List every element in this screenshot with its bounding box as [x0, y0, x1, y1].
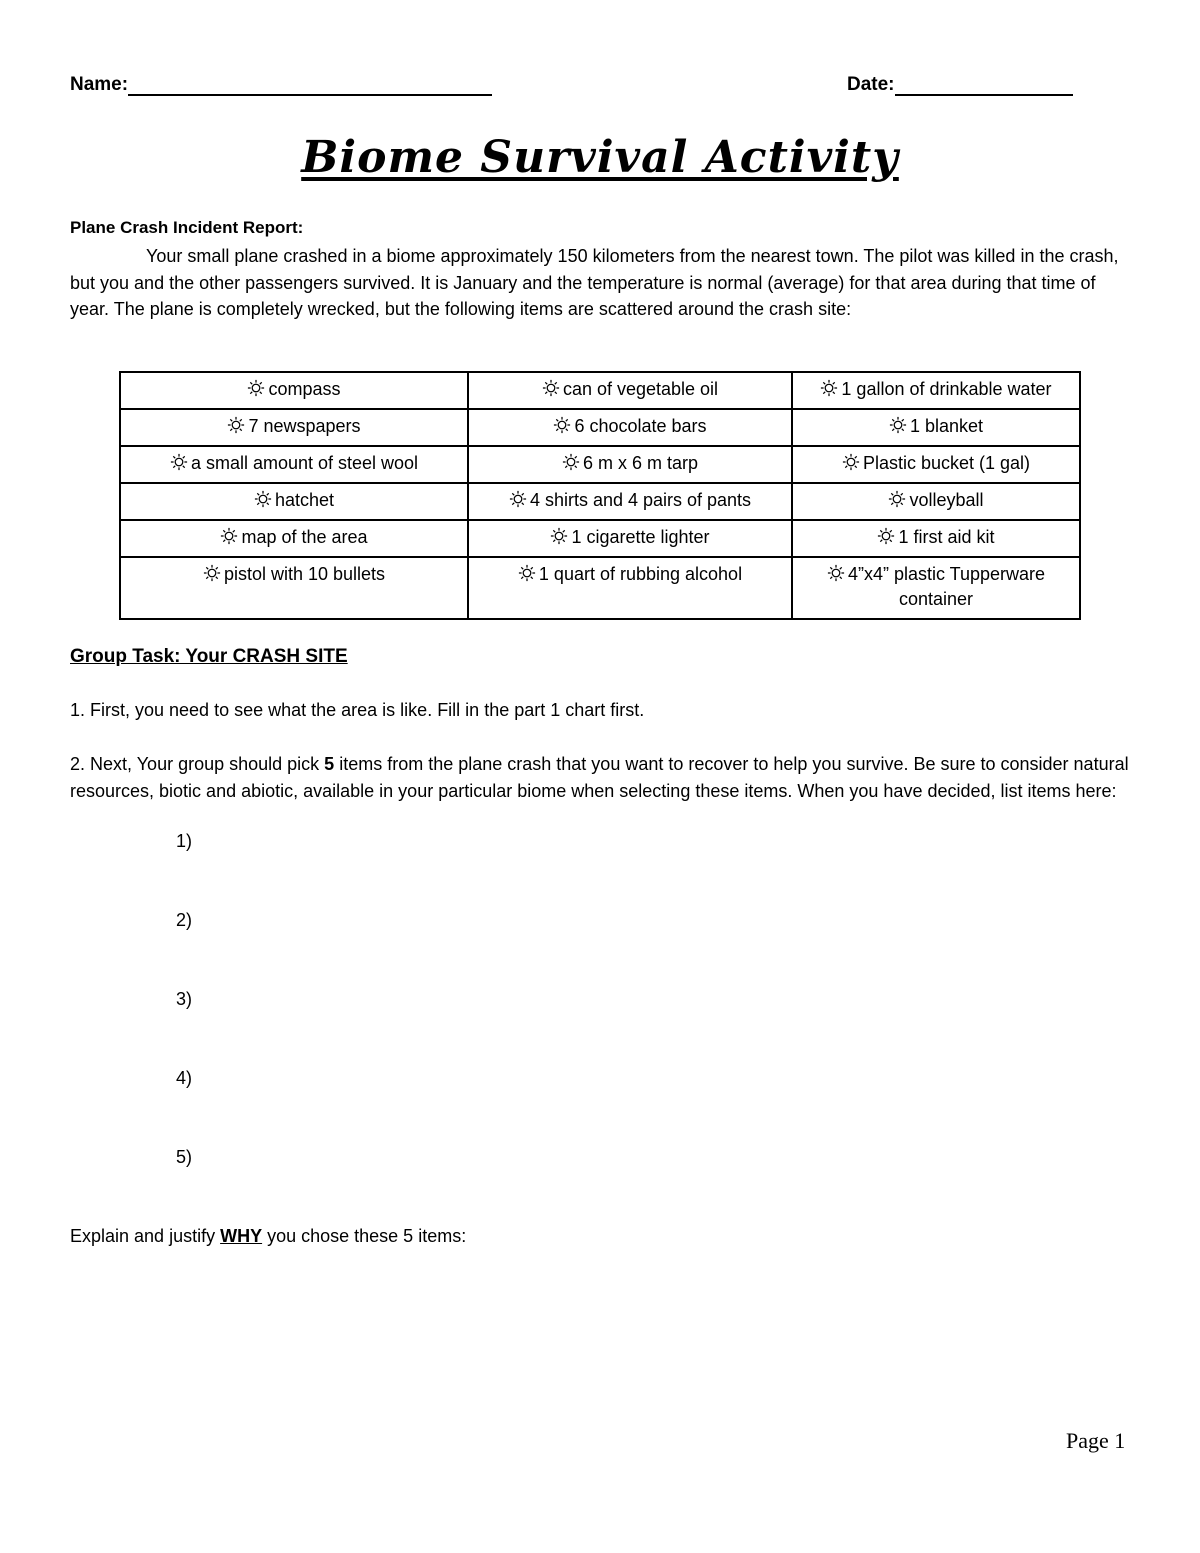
report-heading: Plane Crash Incident Report:: [70, 218, 304, 237]
item-cell: [120, 557, 468, 619]
item-label: volleyball: [909, 490, 984, 510]
name-field: [70, 74, 492, 96]
item-cell: [468, 372, 792, 409]
date-field: [847, 74, 1073, 96]
item-label: hatchet: [274, 490, 335, 510]
sun-icon: [820, 379, 838, 397]
items-table-row: [120, 372, 1080, 409]
name-label: Name:: [70, 74, 129, 95]
sun-icon: [877, 527, 895, 545]
date-blank[interactable]: [895, 74, 1073, 96]
item-label: 6 m x 6 m tarp: [582, 453, 699, 473]
sun-icon: [888, 490, 906, 508]
items-table-row: [120, 520, 1080, 557]
sun-icon: [203, 564, 221, 582]
sun-icon: [254, 490, 272, 508]
item-cell: [792, 446, 1080, 483]
page-number: Page 1: [1066, 1428, 1126, 1453]
item-label: 1 gallon of drinkable water: [841, 379, 1052, 399]
item-label: 7 newspapers: [248, 416, 361, 436]
name-blank[interactable]: [128, 74, 492, 96]
report-paragraph: [70, 243, 1120, 323]
item-label: 1 quart of rubbing alcohol: [538, 564, 743, 584]
sun-icon: [842, 453, 860, 471]
item-label: 1 first aid kit: [898, 527, 995, 547]
item-label: a small amount of steel wool: [190, 453, 419, 473]
item-label: 6 chocolate bars: [574, 416, 707, 436]
step-2-prefix: 2. Next, Your group should pick: [70, 754, 325, 774]
sun-icon: [518, 564, 536, 582]
step-2-count: 5: [324, 754, 335, 774]
group-task-heading: Group Task: Your CRASH SITE: [70, 646, 348, 667]
step-1-text: 1. First, you need to see what the area is like. Fill in the part 1 chart first.: [70, 700, 645, 720]
item-cell: [792, 372, 1080, 409]
item-label: compass: [268, 379, 341, 399]
date-label: Date:: [847, 74, 895, 95]
step-2-rest: items from the plane crash that you want to recover to help you survive. Be sure to consider natural resources, biotic and abiotic, available in your particular biome when selecting these items. When you have decided, list items here:: [70, 754, 1129, 801]
items-table-row: [120, 446, 1080, 483]
item-cell: [468, 557, 792, 619]
item-cell: [792, 557, 1080, 619]
item-cell: [120, 446, 468, 483]
list-number: 4): [176, 1068, 193, 1088]
item-label: pistol with 10 bullets: [223, 564, 386, 584]
item-label: Plastic bucket (1 gal): [862, 453, 1031, 473]
sun-icon: [889, 416, 907, 434]
sun-icon: [553, 416, 571, 434]
list-number: 1): [176, 831, 193, 851]
items-table-row: [120, 409, 1080, 446]
item-label: 4”x4” plastic Tupperware container: [847, 564, 1046, 609]
item-label: 1 cigarette lighter: [571, 527, 710, 547]
item-cell: [120, 409, 468, 446]
sun-icon: [550, 527, 568, 545]
item-label: 1 blanket: [909, 416, 984, 436]
explain-prompt: [70, 1226, 466, 1247]
explain-why: WHY: [220, 1226, 263, 1246]
item-cell: [468, 409, 792, 446]
explain-prefix: Explain and justify: [70, 1226, 221, 1246]
item-cell: [468, 446, 792, 483]
items-table-row: [120, 483, 1080, 520]
list-number: 5): [176, 1147, 193, 1167]
page-title: Biome Survival Activity: [301, 132, 899, 183]
item-label: can of vegetable oil: [562, 379, 719, 399]
item-cell: [792, 520, 1080, 557]
list-number: 3): [176, 989, 193, 1009]
item-cell: [120, 372, 468, 409]
items-table-row: [120, 557, 1080, 619]
sun-icon: [170, 453, 188, 471]
item-cell: [792, 483, 1080, 520]
item-cell: [468, 483, 792, 520]
item-cell: [120, 483, 468, 520]
items-table: [119, 371, 1081, 620]
explain-suffix: you chose these 5 items:: [262, 1226, 467, 1246]
step-2-text: [70, 751, 1130, 805]
report-text: Your small plane crashed in a biome approximately 150 kilometers from the nearest town. The pilot was killed in the crash, but you and the other passengers survived. It is January and the temperature is normal (average) for that area during that time of year. The plane is completely wrecked, but the following items are scattered around the crash site:: [70, 246, 1119, 319]
item-cell: [792, 409, 1080, 446]
list-number: 2): [176, 910, 193, 930]
sun-icon: [509, 490, 527, 508]
item-label: map of the area: [241, 527, 368, 547]
item-label: 4 shirts and 4 pairs of pants: [529, 490, 752, 510]
item-cell: [468, 520, 792, 557]
sun-icon: [542, 379, 560, 397]
sun-icon: [247, 379, 265, 397]
sun-icon: [220, 527, 238, 545]
sun-icon: [227, 416, 245, 434]
sun-icon: [827, 564, 845, 582]
item-cell: [120, 520, 468, 557]
sun-icon: [562, 453, 580, 471]
